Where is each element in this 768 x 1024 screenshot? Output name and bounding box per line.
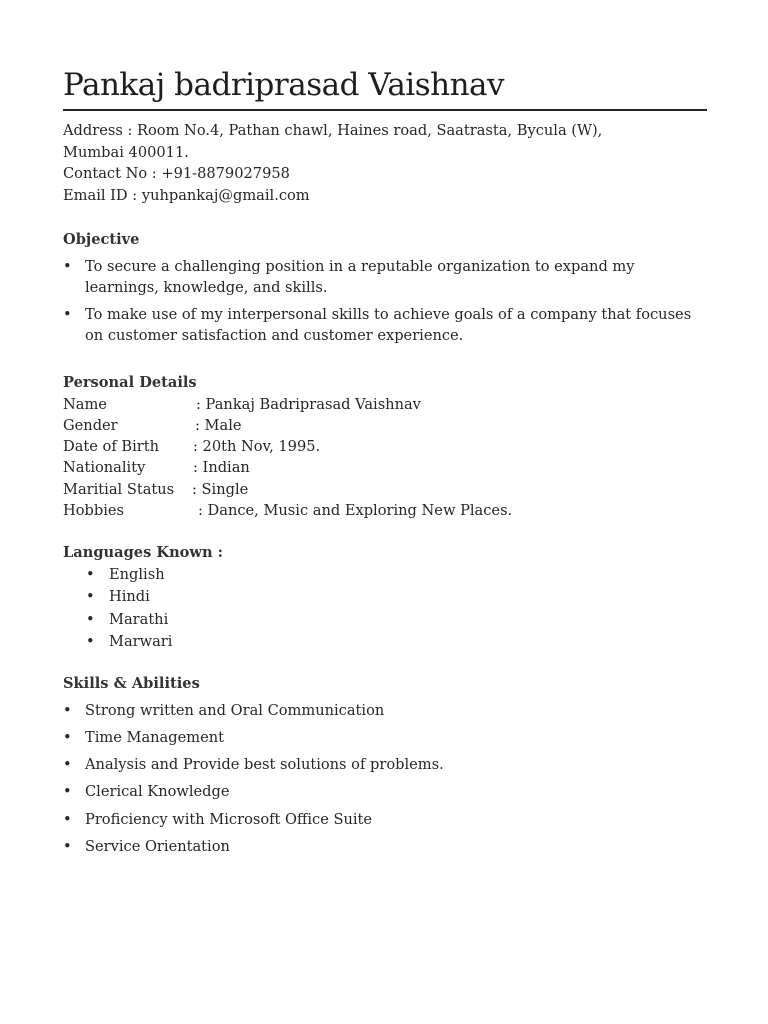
objective-section <box>63 229 708 352</box>
detail-row-hobbies <box>63 500 708 521</box>
skill-item <box>63 754 708 781</box>
contact-block <box>63 120 602 206</box>
skill-text: Time Management <box>85 728 224 746</box>
detail-value: : Single <box>192 480 249 498</box>
bullet-icon: • <box>86 588 95 605</box>
address-line-2: Mumbai 400011. <box>63 143 189 161</box>
bullet-icon: • <box>63 837 72 855</box>
language-item <box>63 586 708 609</box>
skill-item <box>63 809 708 836</box>
skill-text: Analysis and Provide best solutions of problems. <box>85 756 444 774</box>
detail-value: : Male <box>195 416 242 434</box>
detail-label: Name <box>63 395 107 413</box>
detail-row-marital-status <box>63 479 708 500</box>
objective-item-text: To make use of my interpersonal skills to achieve goals of a company that focuses on customer satisfaction and customer experience. <box>85 305 692 344</box>
bullet-icon: • <box>63 305 72 323</box>
bullet-icon: • <box>63 783 72 801</box>
bullet-icon: • <box>86 633 95 650</box>
personal-details-heading: Personal Details <box>63 374 197 391</box>
language-text: Marwari <box>109 633 173 650</box>
skill-item <box>63 781 708 808</box>
detail-row-dob <box>63 436 708 457</box>
skill-text: Strong written and Oral Communication <box>85 701 385 719</box>
bullet-icon: • <box>63 810 72 828</box>
objective-item <box>63 304 708 347</box>
detail-value: : Dance, Music and Exploring New Places. <box>198 501 513 519</box>
skill-item <box>63 700 708 727</box>
bullet-icon: • <box>63 728 72 746</box>
title-divider <box>63 109 707 111</box>
language-item <box>63 631 708 654</box>
resume-name-title: Pankaj badriprasad Vaishnav <box>63 67 505 103</box>
skill-text: Service Orientation <box>85 837 230 855</box>
skills-heading: Skills & Abilities <box>63 675 200 692</box>
bullet-icon: • <box>86 565 95 583</box>
languages-section <box>63 542 708 654</box>
detail-label: Date of Birth <box>63 438 159 456</box>
skill-item <box>63 836 708 863</box>
language-text: Hindi <box>109 588 150 605</box>
detail-label: Maritial Status <box>63 480 175 498</box>
skills-section <box>63 673 708 863</box>
contact-number: Contact No : +91-8879027958 <box>63 165 290 182</box>
personal-details-section <box>63 372 708 521</box>
detail-label: Nationality <box>63 459 146 477</box>
skill-text: Proficiency with Microsoft Office Suite <box>85 810 373 828</box>
bullet-icon: • <box>86 610 95 628</box>
skill-item <box>63 727 708 754</box>
objective-item <box>63 256 708 299</box>
detail-label: Gender <box>63 416 118 434</box>
bullet-icon: • <box>63 756 72 774</box>
objective-item-text: To secure a challenging position in a reputable organization to expand my learnings, knowledge, and skills. <box>85 257 635 296</box>
bullet-icon: • <box>63 257 72 275</box>
skills-list <box>63 700 708 864</box>
bullet-icon: • <box>63 701 72 719</box>
language-item <box>63 609 708 632</box>
skill-text: Clerical Knowledge <box>85 783 230 801</box>
language-text: Marathi <box>109 610 169 628</box>
detail-value: : Pankaj Badriprasad Vaishnav <box>196 395 421 413</box>
objective-heading: Objective <box>63 231 140 248</box>
language-item <box>63 564 708 587</box>
objective-list <box>63 256 708 347</box>
detail-value: : 20th Nov, 1995. <box>193 438 321 456</box>
detail-row-name <box>63 394 708 415</box>
detail-value: : Indian <box>193 459 250 477</box>
address-line-1: Address : Room No.4, Pathan chawl, Haines road, Saatrasta, Bycula (W), <box>63 122 603 139</box>
email-id: Email ID : yuhpankaj@gmail.com <box>63 186 310 204</box>
languages-heading: Languages Known : <box>63 544 224 561</box>
language-text: English <box>109 565 165 583</box>
languages-list <box>63 564 708 654</box>
detail-row-nationality <box>63 457 708 478</box>
detail-row-gender <box>63 415 708 436</box>
detail-label: Hobbies <box>63 501 124 519</box>
